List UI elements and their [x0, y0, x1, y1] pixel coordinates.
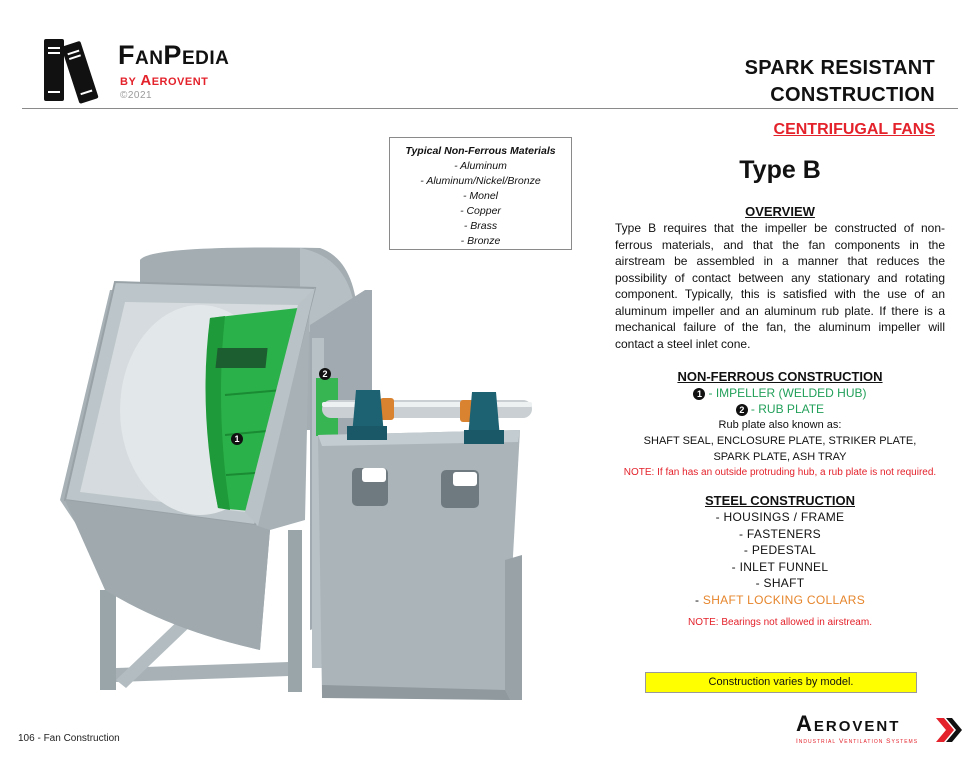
brand-title: FanPedia: [118, 40, 230, 70]
brand-subtitle: by Aerovent: [120, 72, 209, 89]
number-badge-2: 2: [736, 404, 748, 416]
rub-plate-aka-line1: SHAFT SEAL, ENCLOSURE PLATE, STRIKER PLATE,: [643, 435, 917, 447]
materials-item: - Monel: [462, 190, 498, 202]
non-ferrous-item-rub-plate: 2 - RUB PLATE: [615, 401, 945, 417]
materials-item: - Bronze: [460, 235, 501, 247]
materials-item: - Copper: [460, 205, 501, 217]
steel-item-collars: - SHAFT LOCKING COLLARS: [694, 592, 866, 607]
steel-item: - PEDESTAL: [743, 543, 817, 557]
steel-item: - HOUSINGS / FRAME: [715, 510, 845, 524]
steel-item: - INLET FUNNEL: [731, 559, 829, 574]
steel-heading: STEEL CONSTRUCTION: [705, 493, 855, 508]
non-ferrous-heading: NON-FERROUS CONSTRUCTION: [677, 369, 883, 384]
callout-2-rub-plate: 2: [319, 368, 331, 380]
overview-heading: OVERVIEW: [745, 204, 815, 219]
bearings-note: NOTE: Bearings not allowed in airstream.: [688, 617, 872, 628]
rub-plate-aka-label: Rub plate also known as:: [718, 419, 842, 431]
materials-item: - Aluminum: [454, 160, 507, 172]
rub-plate-label: RUB PLATE: [758, 402, 825, 416]
type-title: Type B: [739, 156, 821, 184]
non-ferrous-list: [615, 385, 945, 481]
steel-item: - SHAFT: [755, 576, 805, 590]
impeller-label: IMPELLER (WELDED HUB): [715, 386, 867, 400]
page-title: [745, 55, 935, 109]
page-footer-label: 106 - Fan Construction: [18, 733, 120, 744]
materials-title: Typical Non-Ferrous Materials: [405, 145, 556, 157]
callout-1-impeller: 1: [231, 433, 243, 445]
aerovent-logo: [796, 713, 918, 745]
construction-note: Construction varies by model.: [645, 672, 917, 693]
rub-plate-note: NOTE: If fan has an outside protruding hub, a rub plate is not required.: [623, 467, 937, 478]
rub-plate-aka-line2: SPARK PLATE, ASH TRAY: [713, 451, 847, 463]
page-title-line1: SPARK RESISTANT: [744, 57, 935, 79]
copyright: ©2021: [120, 90, 153, 101]
non-ferrous-item-impeller: 1 - IMPELLER (WELDED HUB): [615, 385, 945, 401]
page-title-line2: CONSTRUCTION: [770, 84, 935, 106]
materials-item: - Brass: [463, 220, 498, 232]
fan-illustration: [60, 230, 540, 720]
section-tag: CENTRIFUGAL FANS: [773, 121, 935, 138]
aerovent-logo-tagline: Industrial Ventilation Systems: [796, 738, 919, 745]
chevron-logo-icon: [934, 716, 962, 744]
books-logo-icon: [42, 37, 108, 105]
materials-item: - Aluminum/Nickel/Bronze: [420, 175, 541, 187]
centrifugal-fan-image: [60, 230, 540, 720]
aerovent-logo-name: Aerovent: [796, 711, 901, 736]
overview-body: Type B requires that the impeller be constructed of non-ferrous materials, and that the fan components in the airstream be assembled in a manner that reduces the possibility of contact between any stationary and rotating component. Typically, this is satisfied with the use of an aluminum impeller and an aluminum rub plate. If there is a mechanical failure of the fan, the aluminum impeller will contact a steel inlet cone.: [615, 221, 945, 351]
shaft-locking-collars-label: SHAFT LOCKING COLLARS: [702, 592, 866, 607]
steel-list: [615, 509, 945, 628]
steel-item: - FASTENERS: [739, 526, 821, 541]
number-badge-1: 1: [693, 388, 705, 400]
